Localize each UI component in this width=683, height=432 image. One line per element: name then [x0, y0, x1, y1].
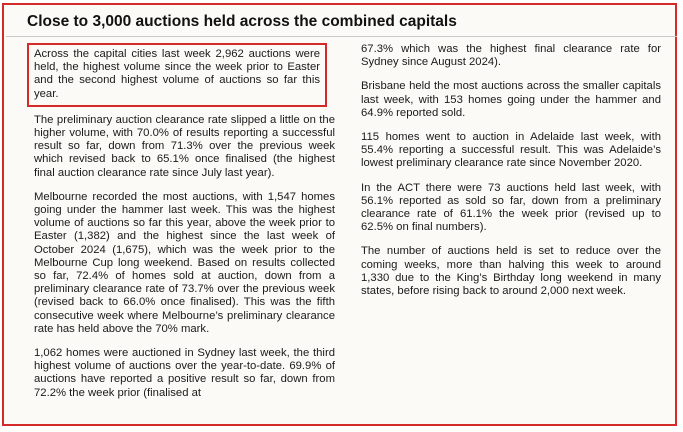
highlighted-paragraph: Across the capital cities last week 2,962 auctions were held, the highest volume since the week prior to Easter and the second highest volume of auctions so far this year.	[27, 43, 327, 107]
paragraph-outlook: The number of auctions held is set to reduce over the coming weeks, more than halving this week to around 1,330 due to the King’s Birthday long weekend in many states, before rising back to around 2,000 next week.	[361, 245, 661, 298]
paragraph-adelaide: 115 homes went to auction in Adelaide last week, with 55.4% reporting a successful result. This was Adelaide’s lowest preliminary clearance rate since November 2020.	[361, 131, 661, 170]
title-divider	[6, 36, 677, 37]
paragraph-act: In the ACT there were 73 auctions held last week, with 56.1% reported as sold so far, down from a preliminary clearance rate of 61.1% the week prior (revised up to 62.5% on final numbers).	[361, 181, 661, 234]
right-column	[361, 43, 661, 309]
paragraph-brisbane: Brisbane held the most auctions across the smaller capitals last week, with 153 homes going under the hammer and 64.9% reported sold.	[361, 80, 661, 119]
paragraph-melbourne: Melbourne recorded the most auctions, with 1,547 homes going under the hammer last week. This was the highest volume of auctions so far this year, above the week prior to Easter (1,382) and the highest since the last week of October 2024 (1,675), which was the week prior to the Melbourne Cup long weekend. Based on results collected so far, 72.4% of homes sold at auction, down from a preliminary clearance rate of 73.7% over the previous week (revised back to 66.0% once finalised). This was the fifth consecutive week where Melbourne’s preliminary clearance rate has held above the 70% mark.	[34, 190, 335, 335]
paragraph-sydney-continued: 67.3% which was the highest final clearance rate for Sydney since August 2024).	[361, 43, 661, 69]
left-column	[34, 43, 335, 411]
paragraph-sydney: 1,062 homes were auctioned in Sydney last week, the third highest volume of auctions over the year-to-date. 69.9% of auctions have reported a positive result so far, down from 72.2% the week prior (finalised at	[34, 347, 335, 399]
report-frame	[2, 3, 677, 426]
article-title: Close to 3,000 auctions held across the combined capitals	[27, 13, 457, 30]
paragraph-clearance-rate: The preliminary auction clearance rate slipped a little on the higher volume, with 70.0% of results reporting a successful result so far, down from 71.3% over the previous week which revised back to 65.1% once finalised (the highest final auction clearance rate since July last year).	[34, 113, 335, 179]
